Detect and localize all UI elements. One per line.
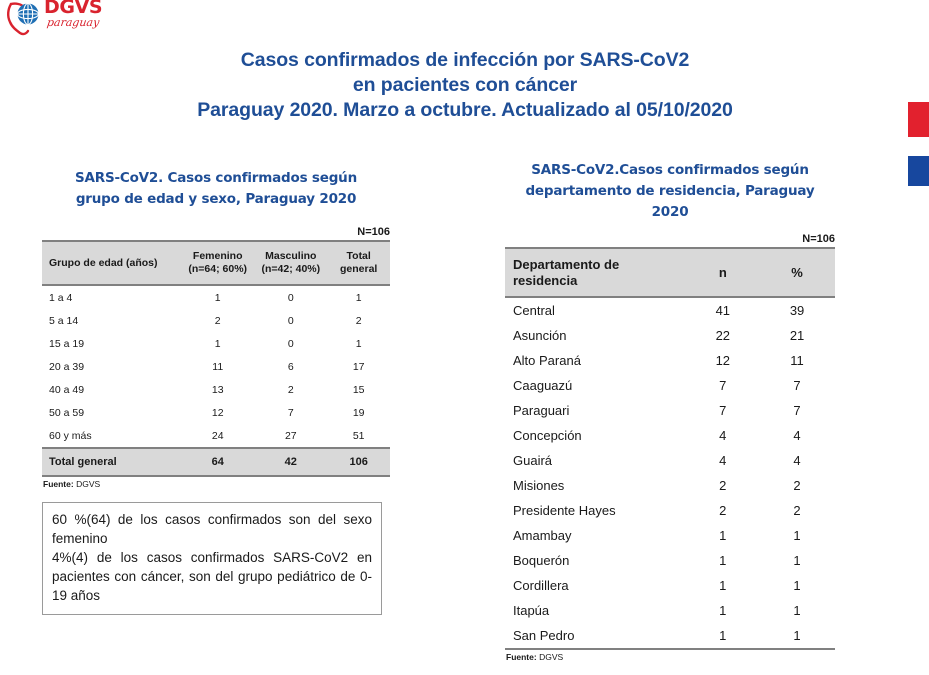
table-total-row	[42, 448, 390, 476]
table-row	[505, 548, 835, 573]
cell-total-label: Total general	[42, 448, 181, 476]
col-header-departamento-line1: Departamento de	[513, 256, 620, 272]
department-n-label: N=106	[802, 233, 835, 245]
table-row	[42, 309, 390, 332]
cell-age-group: 60 y más	[49, 429, 92, 442]
table-row	[42, 355, 390, 378]
col-header-masculino	[254, 241, 327, 285]
age-sex-table	[42, 240, 390, 477]
col-header-departamento	[505, 248, 687, 297]
cell-masculino: 0	[287, 314, 294, 327]
col-header-femenino	[181, 241, 254, 285]
age-sex-n-label: N=106	[357, 226, 390, 238]
age-sex-caption-line-1: SARS-CoV2. Casos confirmados según	[75, 170, 357, 186]
age-sex-source-label: Fuente:	[43, 479, 74, 489]
cell-n: 1	[719, 578, 727, 593]
col-header-masculino-line1: Masculino	[265, 250, 317, 262]
cell-femenino: 1	[214, 291, 221, 304]
department-source-label: Fuente:	[506, 652, 537, 662]
cell-femenino: 11	[212, 360, 224, 373]
table-row	[505, 473, 835, 498]
cell-departamento: Boquerón	[513, 553, 570, 568]
cell-masculino: 0	[287, 337, 294, 350]
cell-departamento: Central	[513, 303, 555, 318]
col-header-age-group: Grupo de edad (años)	[42, 241, 181, 285]
title-line-1: Casos confirmados de infección por SARS-CoV2	[240, 49, 690, 71]
title-line-3: Paraguay 2020. Marzo a octubre. Actualizado al 05/10/2020	[197, 99, 733, 121]
cell-pct: 4	[793, 453, 801, 468]
note-line-2: 4%(4) de los casos confirmados SARS-CoV2 en pacientes con cáncer, son del grupo pediátrico de 0-19 años	[52, 550, 372, 603]
decorative-square-blue	[906, 154, 929, 188]
col-header-total-line1: Total	[346, 250, 371, 262]
table-row	[505, 598, 835, 623]
cell-n: 12	[715, 353, 731, 368]
cell-total: 19	[352, 406, 365, 419]
cell-n: 1	[719, 528, 727, 543]
table-row	[505, 523, 835, 548]
table-row	[505, 323, 835, 348]
department-table-header-row	[505, 248, 835, 297]
title-line-2: en pacientes con cáncer	[352, 74, 578, 96]
cell-age-group: 15 a 19	[49, 337, 85, 350]
table-row	[505, 348, 835, 373]
cell-pct: 39	[789, 303, 805, 318]
logo-wordmark: DGVS	[44, 0, 103, 18]
cell-total-general: 106	[327, 448, 390, 476]
table-row	[505, 423, 835, 448]
cell-n: 41	[715, 303, 731, 318]
age-sex-panel	[42, 168, 390, 489]
cell-departamento: San Pedro	[505, 623, 687, 649]
table-row	[505, 623, 835, 649]
cell-total-femenino: 64	[181, 448, 254, 476]
department-caption-line-2: departamento de residencia, Paraguay	[525, 183, 815, 199]
cell-masculino: 2	[287, 383, 294, 396]
cell-n: 4	[719, 428, 727, 443]
department-source-value: DGVS	[536, 652, 564, 662]
cell-departamento: Concepción	[513, 428, 582, 443]
note-line-1: 60 %(64) de los casos confirmados son del sexo femenino	[52, 512, 372, 546]
department-table-source	[505, 652, 835, 662]
cell-departamento: Presidente Hayes	[513, 503, 616, 518]
col-header-femenino-line1: Femenino	[192, 250, 243, 262]
col-header-departamento-line2: residencia	[513, 272, 578, 288]
col-header-total-general	[327, 241, 390, 285]
cell-n: 2	[719, 503, 727, 518]
table-row	[42, 332, 390, 355]
cell-departamento: Cordillera	[513, 578, 569, 593]
logo-subtext: paraguay	[46, 16, 101, 29]
cell-departamento: Alto Paraná	[513, 353, 581, 368]
page-title	[100, 48, 830, 123]
table-row	[505, 297, 835, 323]
department-panel	[505, 160, 835, 662]
age-sex-table-caption	[42, 168, 390, 210]
cell-femenino: 12	[211, 406, 224, 419]
cell-total: 51	[352, 429, 365, 442]
findings-note-box	[42, 502, 382, 615]
decorative-square-red	[906, 100, 929, 139]
table-row	[42, 378, 390, 401]
department-caption-line-1: SARS-CoV2.Casos confirmados según	[531, 162, 809, 178]
cell-departamento: Misiones	[513, 478, 565, 493]
cell-departamento: Caaguazú	[513, 378, 573, 393]
cell-departamento: Asunción	[513, 328, 567, 343]
cell-total: 1	[355, 291, 362, 304]
cell-pct: 4	[793, 428, 801, 443]
cell-n: 7	[719, 378, 727, 393]
dgvs-logo	[4, 0, 124, 42]
table-row	[505, 573, 835, 598]
table-row	[505, 398, 835, 423]
cell-pct: 2	[793, 478, 801, 493]
cell-pct: 1	[793, 553, 801, 568]
col-header-total-line2: general	[339, 263, 378, 275]
cell-total-masculino: 42	[254, 448, 327, 476]
age-sex-caption-line-2: grupo de edad y sexo, Paraguay 2020	[75, 191, 357, 207]
table-row	[505, 373, 835, 398]
cell-pct: 1	[793, 528, 801, 543]
cell-masculino: 0	[287, 291, 294, 304]
cell-pct: 21	[789, 328, 805, 343]
cell-pct: 11	[790, 353, 804, 368]
age-sex-table-source	[42, 479, 390, 489]
cell-femenino: 1	[214, 337, 221, 350]
cell-masculino: 6	[287, 360, 294, 373]
cell-age-group: 5 a 14	[49, 314, 79, 327]
cell-pct: 7	[793, 403, 801, 418]
cell-n: 1	[719, 603, 727, 618]
cell-age-group: 20 a 39	[49, 360, 85, 373]
cell-departamento: Amambay	[513, 528, 572, 543]
cell-total: 2	[355, 314, 362, 327]
col-header-pct: %	[759, 248, 835, 297]
cell-masculino: 27	[284, 429, 297, 442]
cell-pct: 1	[793, 603, 801, 618]
cell-age-group: 50 a 59	[49, 406, 85, 419]
table-row	[505, 498, 835, 523]
cell-n: 22	[715, 328, 731, 343]
cell-n: 4	[719, 453, 727, 468]
cell-n: 1	[719, 553, 727, 568]
col-header-femenino-line2: (n=64; 60%)	[188, 263, 248, 275]
col-header-masculino-line2: (n=42; 40%)	[261, 263, 321, 275]
cell-total: 1	[355, 337, 362, 350]
age-sex-table-header-row	[42, 241, 390, 285]
cell-departamento: Guairá	[513, 453, 553, 468]
cell-age-group: 1 a 4	[49, 291, 73, 304]
cell-femenino: 13	[211, 383, 224, 396]
cell-n: 1	[687, 623, 760, 649]
table-row	[42, 424, 390, 448]
department-table-caption	[505, 160, 835, 223]
cell-pct: 1	[793, 578, 801, 593]
cell-n: 2	[719, 478, 727, 493]
cell-masculino: 7	[287, 406, 294, 419]
age-sex-source-value: DGVS	[73, 479, 101, 489]
cell-departamento: Paraguari	[513, 403, 570, 418]
table-row	[42, 401, 390, 424]
table-row	[42, 285, 390, 309]
col-header-n: n	[687, 248, 760, 297]
cell-femenino: 2	[214, 314, 221, 327]
cell-femenino: 24	[211, 429, 224, 442]
department-caption-line-3: 2020	[651, 204, 689, 220]
department-table	[505, 247, 835, 650]
cell-pct: 1	[759, 623, 835, 649]
cell-pct: 2	[793, 503, 801, 518]
table-row	[505, 448, 835, 473]
cell-pct: 7	[793, 378, 801, 393]
cell-total: 15	[352, 383, 365, 396]
cell-departamento: Itapúa	[513, 603, 550, 618]
cell-n: 7	[719, 403, 727, 418]
cell-age-group: 40 a 49	[49, 383, 85, 396]
cell-total: 17	[352, 360, 365, 373]
globe-paraguay-map-icon	[4, 0, 46, 40]
